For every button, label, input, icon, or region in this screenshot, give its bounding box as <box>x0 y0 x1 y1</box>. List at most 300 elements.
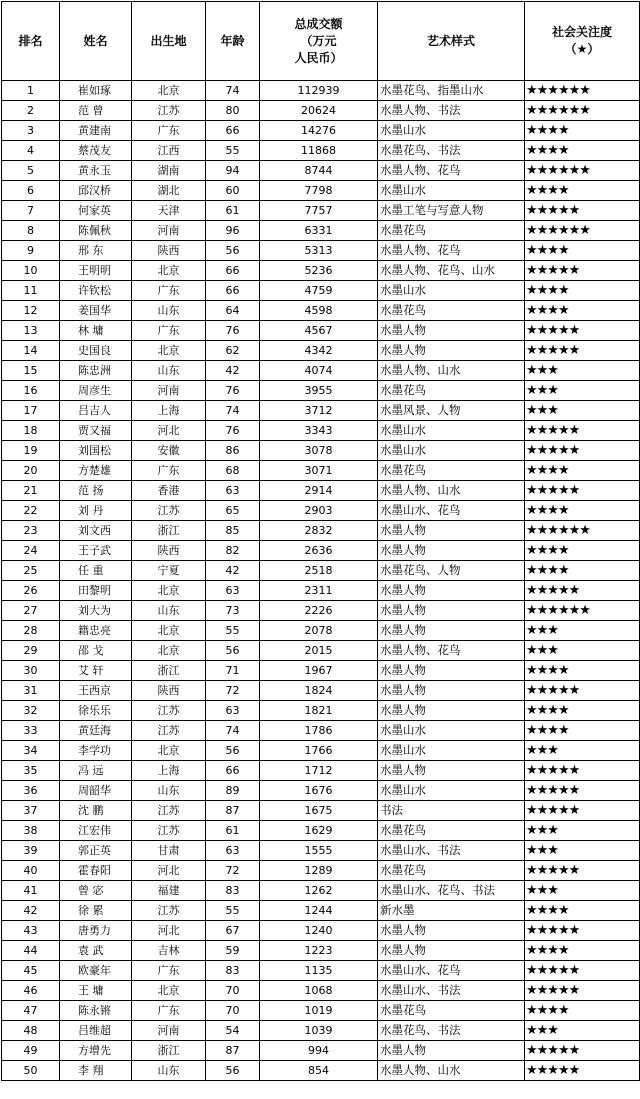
cell-birthplace: 江苏 <box>132 721 206 741</box>
cell-birthplace: 湖南 <box>132 161 206 181</box>
cell-rank: 48 <box>2 1021 60 1041</box>
cell-rank: 43 <box>2 921 60 941</box>
cell-rank: 12 <box>2 301 60 321</box>
cell-rank: 16 <box>2 381 60 401</box>
cell-style: 水墨花鸟 <box>378 221 525 241</box>
header-amount-line3: 人民币） <box>294 50 343 65</box>
table-row <box>2 341 640 361</box>
table-row <box>2 541 640 561</box>
cell-rank: 32 <box>2 701 60 721</box>
cell-attention-stars: ★★★★★ <box>525 341 640 361</box>
cell-attention-stars: ★★★★★ <box>525 421 640 441</box>
cell-amount: 2903 <box>260 501 378 521</box>
cell-name: 李 翔 <box>60 1061 132 1081</box>
cell-style: 水墨人物、花鸟 <box>378 241 525 261</box>
cell-rank: 8 <box>2 221 60 241</box>
cell-attention-stars: ★★★★ <box>525 901 640 921</box>
cell-style: 水墨花鸟 <box>378 301 525 321</box>
cell-rank: 36 <box>2 781 60 801</box>
table-row <box>2 301 640 321</box>
cell-rank: 37 <box>2 801 60 821</box>
cell-style: 水墨花鸟、指墨山水 <box>378 81 525 101</box>
cell-amount: 1240 <box>260 921 378 941</box>
cell-rank: 17 <box>2 401 60 421</box>
cell-age: 72 <box>206 861 260 881</box>
cell-name: 黄永玉 <box>60 161 132 181</box>
cell-style: 水墨人物 <box>378 661 525 681</box>
cell-attention-stars: ★★★★★ <box>525 861 640 881</box>
cell-name: 林 墉 <box>60 321 132 341</box>
cell-name: 沈 鹏 <box>60 801 132 821</box>
cell-attention-stars: ★★★★★ <box>525 321 640 341</box>
cell-name: 欧豪年 <box>60 961 132 981</box>
cell-style: 水墨人物、山水 <box>378 1061 525 1081</box>
cell-style: 水墨人物、花鸟 <box>378 161 525 181</box>
cell-rank: 14 <box>2 341 60 361</box>
cell-style: 水墨人物 <box>378 701 525 721</box>
cell-amount: 854 <box>260 1061 378 1081</box>
cell-style: 水墨人物 <box>378 341 525 361</box>
cell-attention-stars: ★★★ <box>525 381 640 401</box>
cell-amount: 1262 <box>260 881 378 901</box>
cell-style: 水墨山水 <box>378 181 525 201</box>
cell-name: 江宏伟 <box>60 821 132 841</box>
cell-age: 62 <box>206 341 260 361</box>
cell-age: 63 <box>206 581 260 601</box>
cell-rank: 44 <box>2 941 60 961</box>
table-row <box>2 81 640 101</box>
cell-attention-stars: ★★★★★ <box>525 441 640 461</box>
cell-age: 83 <box>206 961 260 981</box>
cell-amount: 1766 <box>260 741 378 761</box>
cell-name: 许钦松 <box>60 281 132 301</box>
table-row <box>2 281 640 301</box>
cell-rank: 2 <box>2 101 60 121</box>
cell-amount: 112939 <box>260 81 378 101</box>
cell-age: 74 <box>206 81 260 101</box>
cell-age: 56 <box>206 741 260 761</box>
cell-style: 水墨人物 <box>378 621 525 641</box>
cell-age: 60 <box>206 181 260 201</box>
cell-style: 水墨花鸟 <box>378 461 525 481</box>
cell-age: 56 <box>206 641 260 661</box>
cell-attention-stars: ★★★★ <box>525 121 640 141</box>
cell-birthplace: 河南 <box>132 1021 206 1041</box>
table-row <box>2 141 640 161</box>
cell-rank: 40 <box>2 861 60 881</box>
cell-amount: 1824 <box>260 681 378 701</box>
cell-age: 70 <box>206 1001 260 1021</box>
cell-age: 76 <box>206 381 260 401</box>
cell-style: 水墨人物 <box>378 581 525 601</box>
cell-amount: 4598 <box>260 301 378 321</box>
cell-age: 66 <box>206 261 260 281</box>
cell-amount: 2015 <box>260 641 378 661</box>
table-row <box>2 421 640 441</box>
cell-birthplace: 江西 <box>132 141 206 161</box>
cell-rank: 26 <box>2 581 60 601</box>
cell-style: 水墨人物、山水 <box>378 481 525 501</box>
cell-birthplace: 甘肃 <box>132 841 206 861</box>
cell-attention-stars: ★★★★★ <box>525 261 640 281</box>
table-row <box>2 661 640 681</box>
cell-age: 74 <box>206 721 260 741</box>
cell-style: 水墨山水 <box>378 781 525 801</box>
cell-rank: 27 <box>2 601 60 621</box>
cell-attention-stars: ★★★ <box>525 741 640 761</box>
cell-age: 56 <box>206 1061 260 1081</box>
cell-birthplace: 香港 <box>132 481 206 501</box>
cell-age: 71 <box>206 661 260 681</box>
cell-rank: 20 <box>2 461 60 481</box>
cell-rank: 33 <box>2 721 60 741</box>
cell-rank: 1 <box>2 81 60 101</box>
cell-rank: 30 <box>2 661 60 681</box>
cell-style: 水墨山水、花鸟 <box>378 961 525 981</box>
cell-rank: 11 <box>2 281 60 301</box>
table-row <box>2 621 640 641</box>
cell-name: 王西京 <box>60 681 132 701</box>
cell-attention-stars: ★★★★★ <box>525 1041 640 1061</box>
cell-attention-stars: ★★★★ <box>525 141 640 161</box>
cell-amount: 1135 <box>260 961 378 981</box>
cell-style: 水墨山水、花鸟 <box>378 501 525 521</box>
cell-name: 姜国华 <box>60 301 132 321</box>
cell-rank: 10 <box>2 261 60 281</box>
table-row <box>2 501 640 521</box>
cell-birthplace: 浙江 <box>132 1041 206 1061</box>
cell-amount: 6331 <box>260 221 378 241</box>
cell-amount: 4342 <box>260 341 378 361</box>
cell-attention-stars: ★★★★ <box>525 561 640 581</box>
cell-amount: 5313 <box>260 241 378 261</box>
cell-name: 史国良 <box>60 341 132 361</box>
cell-age: 76 <box>206 321 260 341</box>
cell-style: 水墨花鸟 <box>378 381 525 401</box>
cell-rank: 34 <box>2 741 60 761</box>
cell-attention-stars: ★★★★★ <box>525 581 640 601</box>
cell-style: 水墨山水、花鸟、书法 <box>378 881 525 901</box>
cell-birthplace: 河北 <box>132 421 206 441</box>
cell-amount: 994 <box>260 1041 378 1061</box>
cell-amount: 8744 <box>260 161 378 181</box>
cell-birthplace: 广东 <box>132 1001 206 1021</box>
cell-birthplace: 北京 <box>132 261 206 281</box>
cell-name: 吕吉人 <box>60 401 132 421</box>
cell-attention-stars: ★★★ <box>525 621 640 641</box>
header-amount-line2: （万元 <box>300 33 337 48</box>
cell-birthplace: 山东 <box>132 781 206 801</box>
table-row <box>2 181 640 201</box>
cell-amount: 1786 <box>260 721 378 741</box>
cell-name: 李学功 <box>60 741 132 761</box>
header-name: 姓名 <box>60 2 132 81</box>
table-row <box>2 1041 640 1061</box>
cell-age: 55 <box>206 901 260 921</box>
cell-rank: 45 <box>2 961 60 981</box>
cell-rank: 24 <box>2 541 60 561</box>
cell-birthplace: 江苏 <box>132 901 206 921</box>
cell-amount: 7798 <box>260 181 378 201</box>
header-art-style: 艺术样式 <box>378 2 525 81</box>
cell-birthplace: 北京 <box>132 581 206 601</box>
cell-style: 水墨人物 <box>378 941 525 961</box>
cell-attention-stars: ★★★★ <box>525 301 640 321</box>
cell-amount: 3712 <box>260 401 378 421</box>
cell-name: 黄廷海 <box>60 721 132 741</box>
cell-rank: 4 <box>2 141 60 161</box>
cell-age: 55 <box>206 621 260 641</box>
cell-attention-stars: ★★★★★ <box>525 761 640 781</box>
cell-birthplace: 北京 <box>132 621 206 641</box>
header-row <box>2 2 640 81</box>
table-row <box>2 941 640 961</box>
cell-name: 唐勇力 <box>60 921 132 941</box>
cell-birthplace: 陕西 <box>132 541 206 561</box>
cell-age: 82 <box>206 541 260 561</box>
cell-birthplace: 江苏 <box>132 701 206 721</box>
cell-birthplace: 北京 <box>132 741 206 761</box>
cell-rank: 7 <box>2 201 60 221</box>
cell-age: 42 <box>206 561 260 581</box>
cell-style: 水墨花鸟、书法 <box>378 141 525 161</box>
cell-age: 66 <box>206 281 260 301</box>
cell-amount: 1244 <box>260 901 378 921</box>
cell-rank: 28 <box>2 621 60 641</box>
cell-age: 56 <box>206 241 260 261</box>
cell-rank: 13 <box>2 321 60 341</box>
cell-name: 徐 累 <box>60 901 132 921</box>
cell-attention-stars: ★★★ <box>525 361 640 381</box>
cell-rank: 21 <box>2 481 60 501</box>
table-row <box>2 461 640 481</box>
cell-name: 方增先 <box>60 1041 132 1061</box>
cell-birthplace: 湖北 <box>132 181 206 201</box>
cell-attention-stars: ★★★★ <box>525 1001 640 1021</box>
cell-amount: 1555 <box>260 841 378 861</box>
cell-name: 范 扬 <box>60 481 132 501</box>
cell-age: 70 <box>206 981 260 1001</box>
cell-style: 水墨人物 <box>378 321 525 341</box>
cell-attention-stars: ★★★★★★ <box>525 221 640 241</box>
cell-style: 水墨花鸟、人物 <box>378 561 525 581</box>
cell-name: 陈永锵 <box>60 1001 132 1021</box>
cell-age: 73 <box>206 601 260 621</box>
table-row <box>2 201 640 221</box>
cell-birthplace: 广东 <box>132 461 206 481</box>
cell-style: 水墨山水 <box>378 121 525 141</box>
cell-style: 水墨花鸟 <box>378 821 525 841</box>
cell-rank: 23 <box>2 521 60 541</box>
cell-name: 王明明 <box>60 261 132 281</box>
cell-name: 冯 远 <box>60 761 132 781</box>
cell-birthplace: 安徽 <box>132 441 206 461</box>
cell-amount: 3343 <box>260 421 378 441</box>
table-row <box>2 521 640 541</box>
artist-ranking-table <box>1 1 640 1081</box>
cell-style: 新水墨 <box>378 901 525 921</box>
table-row <box>2 401 640 421</box>
cell-birthplace: 天津 <box>132 201 206 221</box>
cell-age: 66 <box>206 761 260 781</box>
cell-attention-stars: ★★★ <box>525 841 640 861</box>
cell-name: 邱汉桥 <box>60 181 132 201</box>
cell-birthplace: 福建 <box>132 881 206 901</box>
cell-age: 87 <box>206 801 260 821</box>
cell-name: 周韶华 <box>60 781 132 801</box>
cell-style: 水墨人物、花鸟、山水 <box>378 261 525 281</box>
cell-amount: 1675 <box>260 801 378 821</box>
table-row <box>2 861 640 881</box>
ranking-table-page <box>1 1 639 1081</box>
cell-attention-stars: ★★★ <box>525 641 640 661</box>
table-row <box>2 781 640 801</box>
cell-name: 何家英 <box>60 201 132 221</box>
header-attention-line1: 社会关注度 <box>551 25 612 39</box>
cell-style: 水墨花鸟 <box>378 861 525 881</box>
cell-age: 59 <box>206 941 260 961</box>
cell-age: 42 <box>206 361 260 381</box>
cell-birthplace: 河南 <box>132 221 206 241</box>
cell-birthplace: 北京 <box>132 641 206 661</box>
table-row <box>2 681 640 701</box>
table-row <box>2 481 640 501</box>
cell-style: 水墨山水 <box>378 741 525 761</box>
cell-attention-stars: ★★★★★★ <box>525 81 640 101</box>
cell-age: 80 <box>206 101 260 121</box>
cell-rank: 5 <box>2 161 60 181</box>
cell-birthplace: 山东 <box>132 301 206 321</box>
cell-birthplace: 陕西 <box>132 681 206 701</box>
cell-style: 水墨人物、山水 <box>378 361 525 381</box>
cell-style: 水墨人物 <box>378 761 525 781</box>
table-row <box>2 241 640 261</box>
cell-attention-stars: ★★★★ <box>525 181 640 201</box>
cell-amount: 1967 <box>260 661 378 681</box>
cell-age: 85 <box>206 521 260 541</box>
cell-rank: 18 <box>2 421 60 441</box>
cell-style: 水墨山水 <box>378 721 525 741</box>
cell-name: 方楚雄 <box>60 461 132 481</box>
cell-amount: 4567 <box>260 321 378 341</box>
cell-rank: 35 <box>2 761 60 781</box>
cell-age: 63 <box>206 481 260 501</box>
cell-attention-stars: ★★★ <box>525 881 640 901</box>
cell-name: 蔡茂友 <box>60 141 132 161</box>
cell-name: 曾 宓 <box>60 881 132 901</box>
cell-rank: 22 <box>2 501 60 521</box>
cell-name: 刘 丹 <box>60 501 132 521</box>
cell-age: 54 <box>206 1021 260 1041</box>
cell-name: 郭正英 <box>60 841 132 861</box>
cell-birthplace: 江苏 <box>132 501 206 521</box>
cell-style: 水墨人物 <box>378 1041 525 1061</box>
table-row <box>2 821 640 841</box>
cell-attention-stars: ★★★★★★ <box>525 601 640 621</box>
cell-amount: 1289 <box>260 861 378 881</box>
cell-amount: 1712 <box>260 761 378 781</box>
table-row <box>2 161 640 181</box>
cell-age: 67 <box>206 921 260 941</box>
header-total-amount <box>260 2 378 81</box>
cell-birthplace: 北京 <box>132 981 206 1001</box>
cell-birthplace: 江苏 <box>132 801 206 821</box>
cell-attention-stars: ★★★★ <box>525 461 640 481</box>
cell-attention-stars: ★★★ <box>525 401 640 421</box>
table-row <box>2 841 640 861</box>
table-row <box>2 801 640 821</box>
header-attention <box>525 2 640 81</box>
table-row <box>2 741 640 761</box>
cell-amount: 1019 <box>260 1001 378 1021</box>
cell-age: 89 <box>206 781 260 801</box>
cell-birthplace: 广东 <box>132 121 206 141</box>
cell-name: 陈佩秋 <box>60 221 132 241</box>
cell-birthplace: 河南 <box>132 381 206 401</box>
table-row <box>2 121 640 141</box>
cell-amount: 5236 <box>260 261 378 281</box>
cell-attention-stars: ★★★★ <box>525 541 640 561</box>
cell-birthplace: 北京 <box>132 341 206 361</box>
table-row <box>2 321 640 341</box>
cell-rank: 19 <box>2 441 60 461</box>
table-row <box>2 641 640 661</box>
cell-rank: 15 <box>2 361 60 381</box>
cell-name: 徐乐乐 <box>60 701 132 721</box>
cell-amount: 2518 <box>260 561 378 581</box>
cell-name: 贾又福 <box>60 421 132 441</box>
cell-rank: 39 <box>2 841 60 861</box>
cell-attention-stars: ★★★★ <box>525 941 640 961</box>
header-birthplace: 出生地 <box>132 2 206 81</box>
table-row <box>2 261 640 281</box>
cell-amount: 4759 <box>260 281 378 301</box>
cell-name: 任 重 <box>60 561 132 581</box>
cell-amount: 7757 <box>260 201 378 221</box>
cell-style: 水墨人物 <box>378 601 525 621</box>
cell-name: 王子武 <box>60 541 132 561</box>
header-attention-line2: （★） <box>564 42 600 56</box>
cell-birthplace: 河北 <box>132 921 206 941</box>
cell-style: 水墨山水 <box>378 421 525 441</box>
table-row <box>2 581 640 601</box>
cell-amount: 3078 <box>260 441 378 461</box>
cell-style: 水墨山水、书法 <box>378 981 525 1001</box>
cell-birthplace: 广东 <box>132 961 206 981</box>
header-age: 年龄 <box>206 2 260 81</box>
cell-style: 水墨人物 <box>378 521 525 541</box>
cell-attention-stars: ★★★★ <box>525 241 640 261</box>
cell-name: 王 墉 <box>60 981 132 1001</box>
cell-age: 63 <box>206 841 260 861</box>
cell-age: 68 <box>206 461 260 481</box>
cell-attention-stars: ★★★★★★ <box>525 521 640 541</box>
table-row <box>2 701 640 721</box>
cell-name: 籍忠亮 <box>60 621 132 641</box>
table-body <box>2 81 640 1081</box>
table-row <box>2 721 640 741</box>
cell-attention-stars: ★★★★ <box>525 721 640 741</box>
cell-name: 刘文西 <box>60 521 132 541</box>
cell-rank: 25 <box>2 561 60 581</box>
table-row <box>2 1001 640 1021</box>
cell-attention-stars: ★★★★★★ <box>525 161 640 181</box>
cell-age: 94 <box>206 161 260 181</box>
table-row <box>2 441 640 461</box>
table-row <box>2 361 640 381</box>
cell-attention-stars: ★★★ <box>525 1021 640 1041</box>
cell-age: 86 <box>206 441 260 461</box>
